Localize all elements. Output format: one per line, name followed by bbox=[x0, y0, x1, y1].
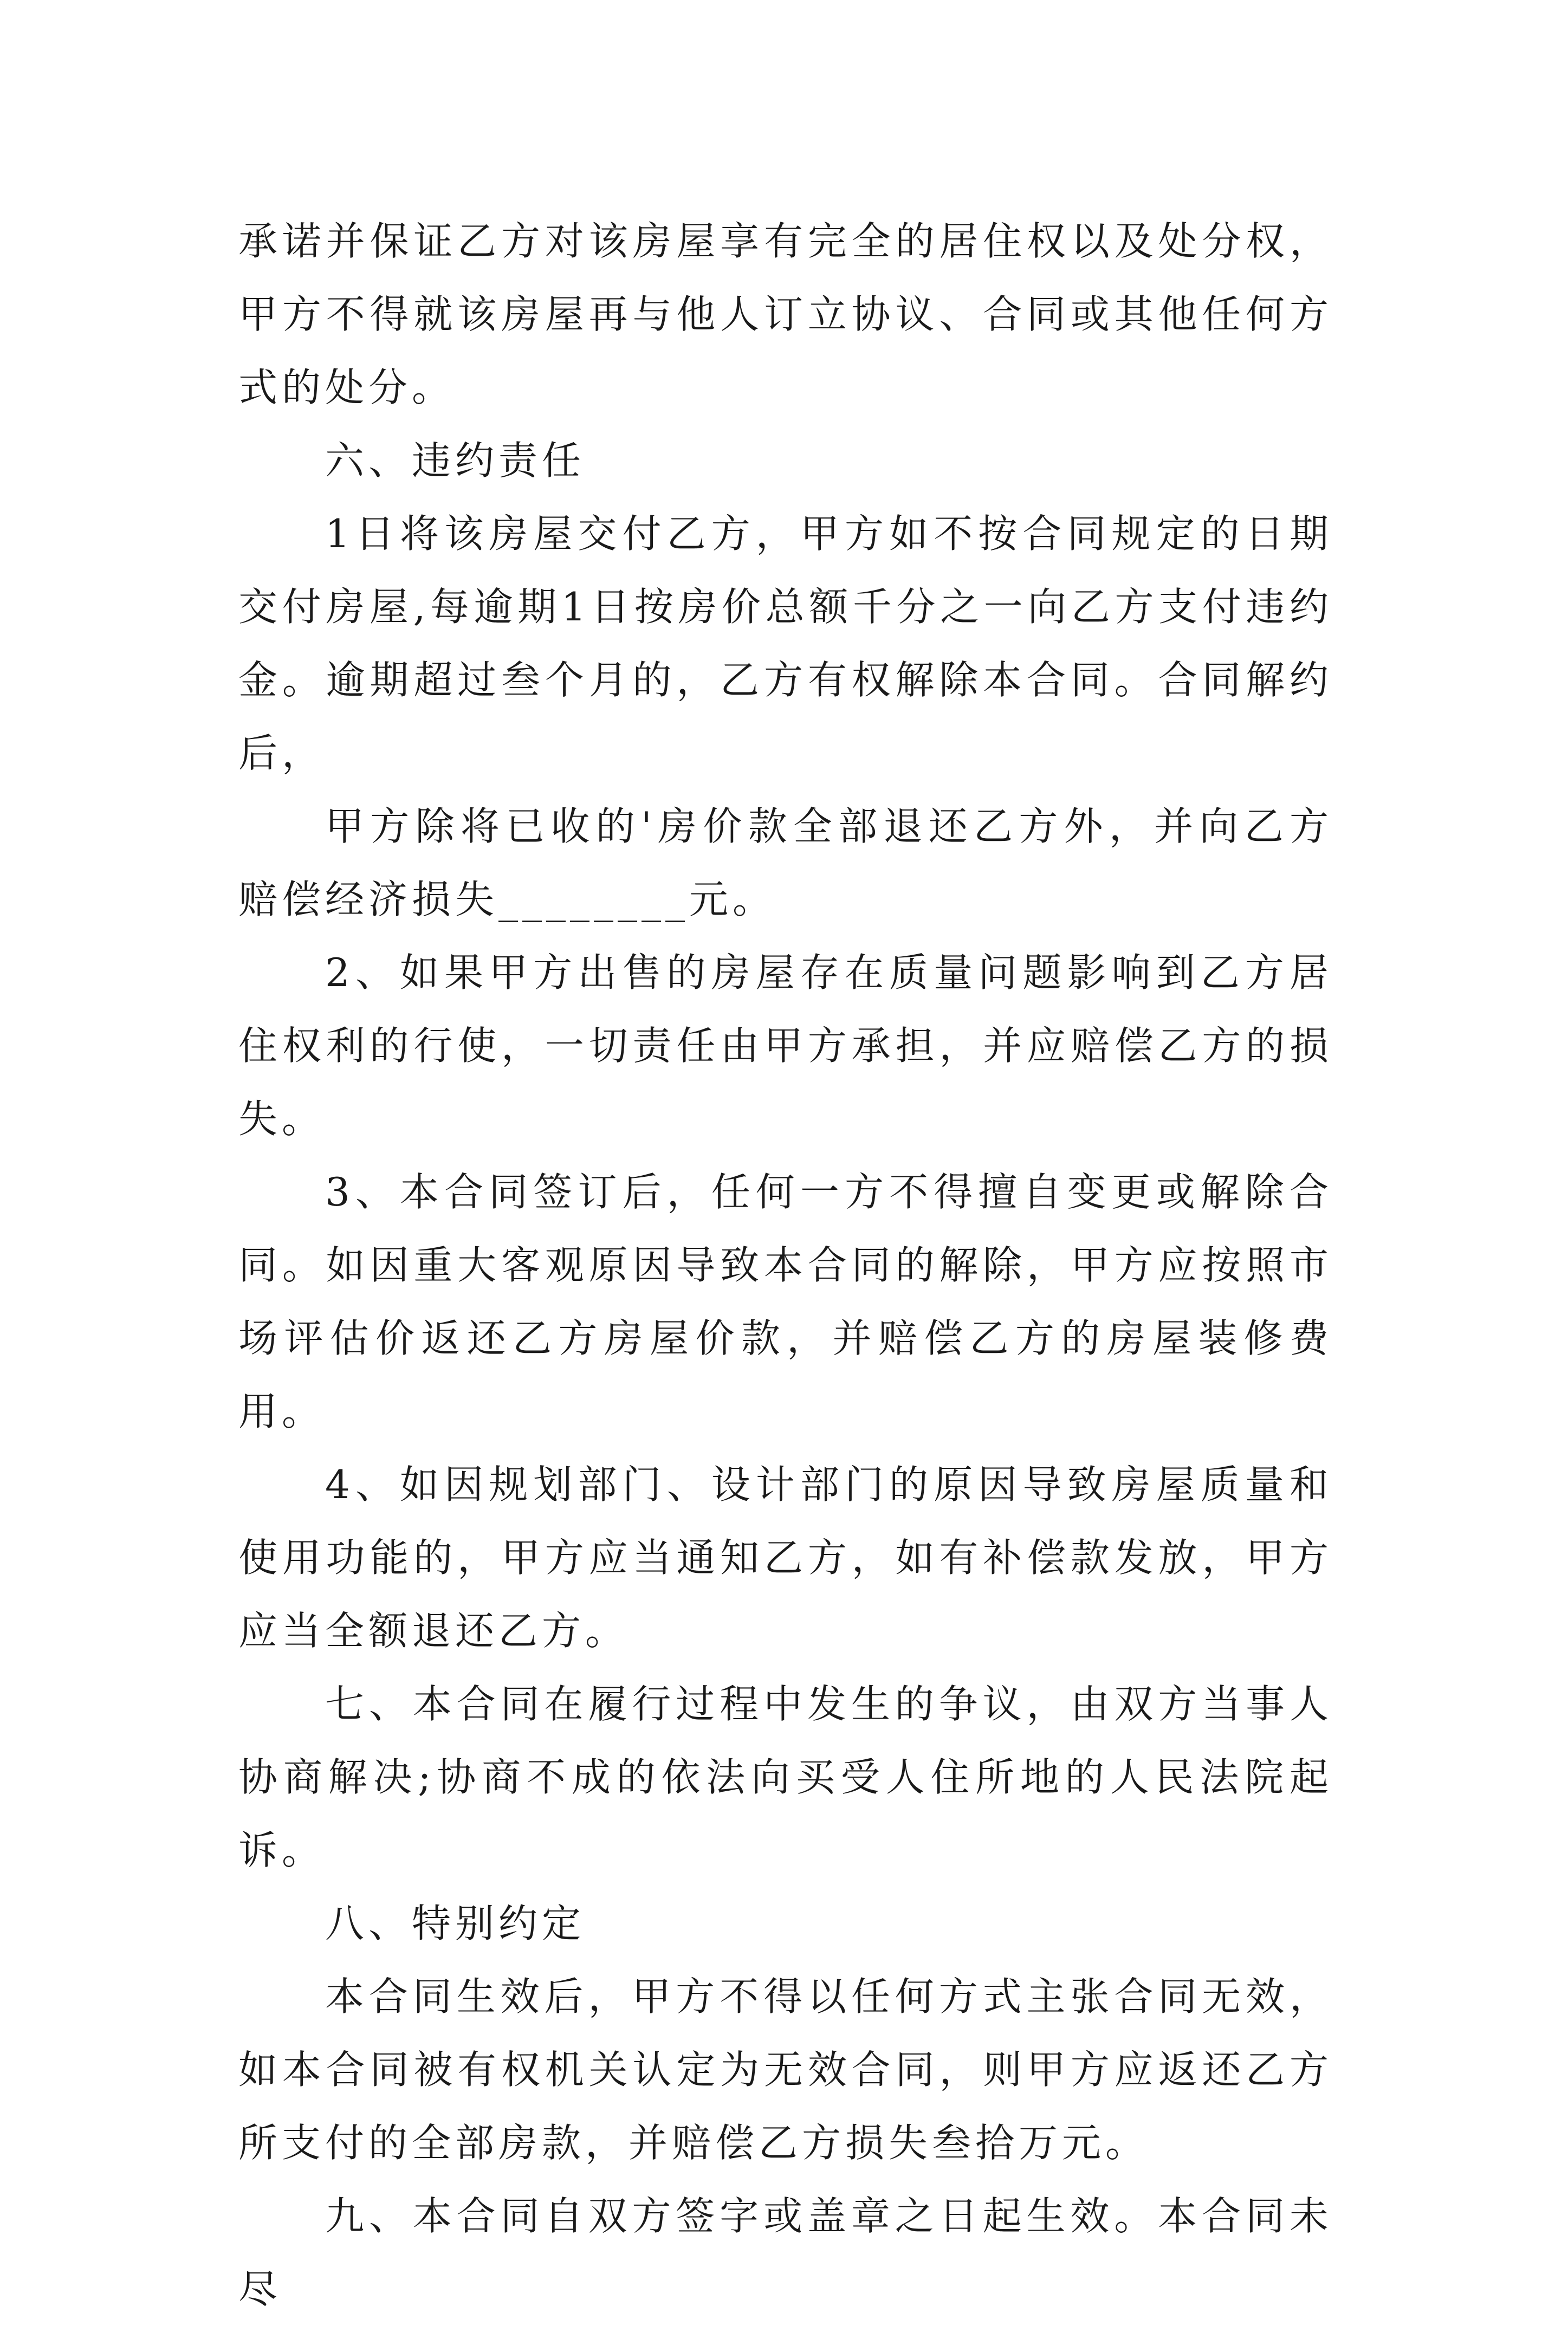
paragraph-clause-3: 3、本合同签订后，任何一方不得擅自变更或解除合同。如因重大客观原因导致本合同的解除，甲方应按照市场评估价返还乙方房屋价款，并赔偿乙方的房屋装修费用。 bbox=[238, 1169, 1333, 1434]
paragraph-effective-date: 九、本合同自双方签字或盖章之日起生效。本合同未尽 bbox=[238, 2193, 1333, 2312]
paragraph-special-agreement: 本合同生效后，甲方不得以任何方式主张合同无效，如本合同被有权机关认定为无效合同，则甲方应返还乙方所支付的全部房款，并赔偿乙方损失叁拾万元。 bbox=[238, 1974, 1333, 2166]
paragraph-refund-compensation: 甲方除将已收的'房价款全部退还乙方外，并向乙方赔偿经济损失________元。 bbox=[238, 804, 1333, 922]
paragraph-commitment: 承诺并保证乙方对该房屋享有完全的居住权以及处分权，甲方不得就该房屋再与他人订立协议、合同或其他任何方式的处分。 bbox=[238, 218, 1333, 410]
paragraph-dispute-resolution: 七、本合同在履行过程中发生的争议，由双方当事人协商解决;协商不成的依法向买受人住所地的人民法院起诉。 bbox=[238, 1681, 1333, 1873]
paragraph-clause-1: 1日将该房屋交付乙方，甲方如不按合同规定的日期交付房屋,每逾期1日按房价总额千分之一向乙方支付违约金。逾期超过叁个月的，乙方有权解除本合同。合同解约后， bbox=[238, 511, 1333, 776]
paragraph-clause-2: 2、如果甲方出售的房屋存在质量问题影响到乙方居住权利的行使，一切责任由甲方承担，并应赔偿乙方的损失。 bbox=[238, 950, 1333, 1142]
paragraph-clause-4: 4、如因规划部门、设计部门的原因导致房屋质量和使用功能的，甲方应当通知乙方，如有补偿款发放，甲方应当全额退还乙方。 bbox=[238, 1462, 1333, 1654]
heading-special-agreement: 八、特别约定 bbox=[325, 1901, 586, 1946]
document-body bbox=[238, 205, 1333, 2326]
heading-breach-liability: 六、违约责任 bbox=[325, 438, 586, 483]
